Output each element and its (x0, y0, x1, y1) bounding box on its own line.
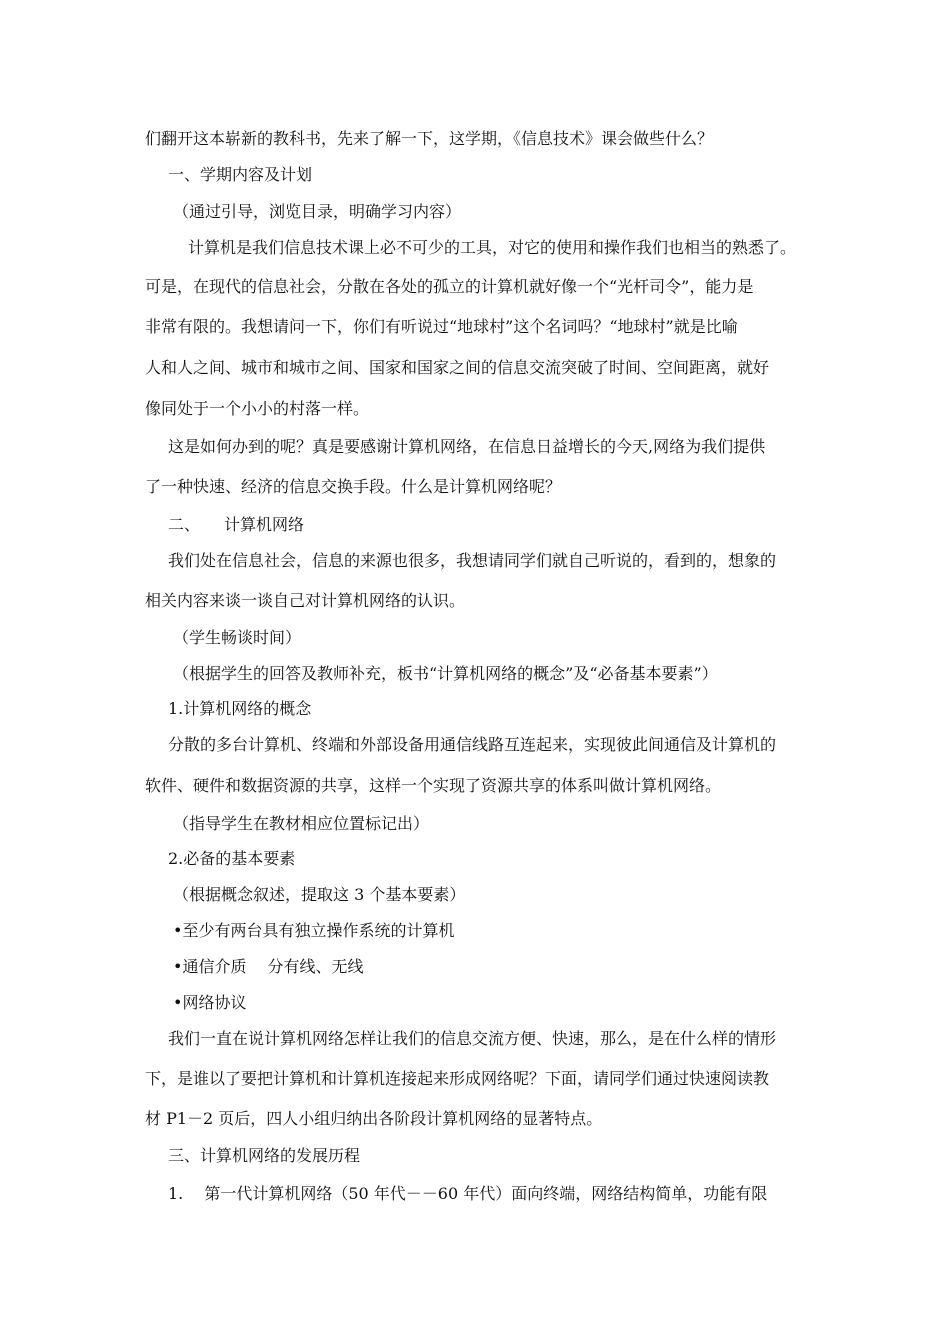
text-line: 了一种快速、经济的信息交换手段。什么是计算机网络呢？ (145, 477, 562, 496)
text-line: 材 P1－2 页后，四人小组归纳出各阶段计算机网络的显著特点。 (145, 1109, 603, 1128)
text-line: 像同处于一个小小的村落一样。 (145, 399, 370, 418)
bullet-item: •至少有两台具有独立操作系统的计算机 (173, 921, 455, 940)
subsection-heading: 2.必备的基本要素 (168, 849, 296, 868)
section-heading: 二、 计算机网络 (168, 515, 305, 534)
text-line: 非常有限的。我想请问一下，你们有听说过“地球村”这个名词吗？“地球村”就是比喻 (145, 317, 738, 336)
text-line: （根据概念叙述，提取这 3 个基本要素） (173, 885, 466, 904)
text-line: 们翻开这本崭新的教科书，先来了解一下，这学期，《信息技术》课会做些什么？ (145, 129, 714, 148)
text-line: （学生畅谈时间） (173, 628, 302, 647)
text-line: （根据学生的回答及教师补充，板书“计算机网络的概念”及“必备基本要素”） (173, 664, 718, 683)
text-line: （通过引导，浏览目录，明确学习内容） (173, 202, 462, 221)
text-line: （指导学生在教材相应位置标记出） (173, 814, 430, 833)
text-line: 计算机是我们信息技术课上必不可少的工具，对它的使用和操作我们也相当的熟悉了。 (188, 238, 797, 257)
text-line: 这是如何办到的呢？真是要感谢计算机网络，在信息日益增长的今天,网络为我们提供 (168, 437, 766, 456)
text-line: 我们处在信息社会，信息的来源也很多，我想请同学们就自己听说的，看到的，想象的 (168, 551, 777, 570)
text-line: 相关内容来谈一谈自己对计算机网络的认识。 (145, 591, 466, 610)
text-line: 分散的多台计算机、终端和外部设备用通信线路互连起来，实现彼此间通信及计算机的 (168, 735, 777, 754)
bullet-item: •通信介质 分有线、无线 (173, 957, 364, 976)
text-line: 下，是谁以了要把计算机和计算机连接起来形成网络呢？下面，请同学们通过快速阅读教 (145, 1069, 770, 1088)
text-line: 可是，在现代的信息社会，分散在各处的孤立的计算机就好像一个“光杆司令”，能力是 (145, 277, 754, 296)
bullet-item: •网络协议 (173, 993, 247, 1012)
text-line: 软件、硬件和数据资源的共享，这样一个实现了资源共享的体系叫做计算机网络。 (145, 776, 722, 795)
text-line: 我们一直在说计算机网络怎样让我们的信息交流方便、快速，那么，是在什么样的情形 (168, 1029, 777, 1048)
subsection-heading: 1.计算机网络的概念 (168, 699, 312, 718)
text-line: 人和人之间、城市和城市之间、国家和国家之间的信息交流突破了时间、空间距离，就好 (145, 358, 770, 377)
list-item: 1. 第一代计算机网络（50 年代－－60 年代）面向终端，网络结构简单，功能有限 (168, 1184, 768, 1203)
section-heading: 三、计算机网络的发展历程 (168, 1146, 361, 1165)
section-heading: 一、学期内容及计划 (168, 165, 313, 184)
